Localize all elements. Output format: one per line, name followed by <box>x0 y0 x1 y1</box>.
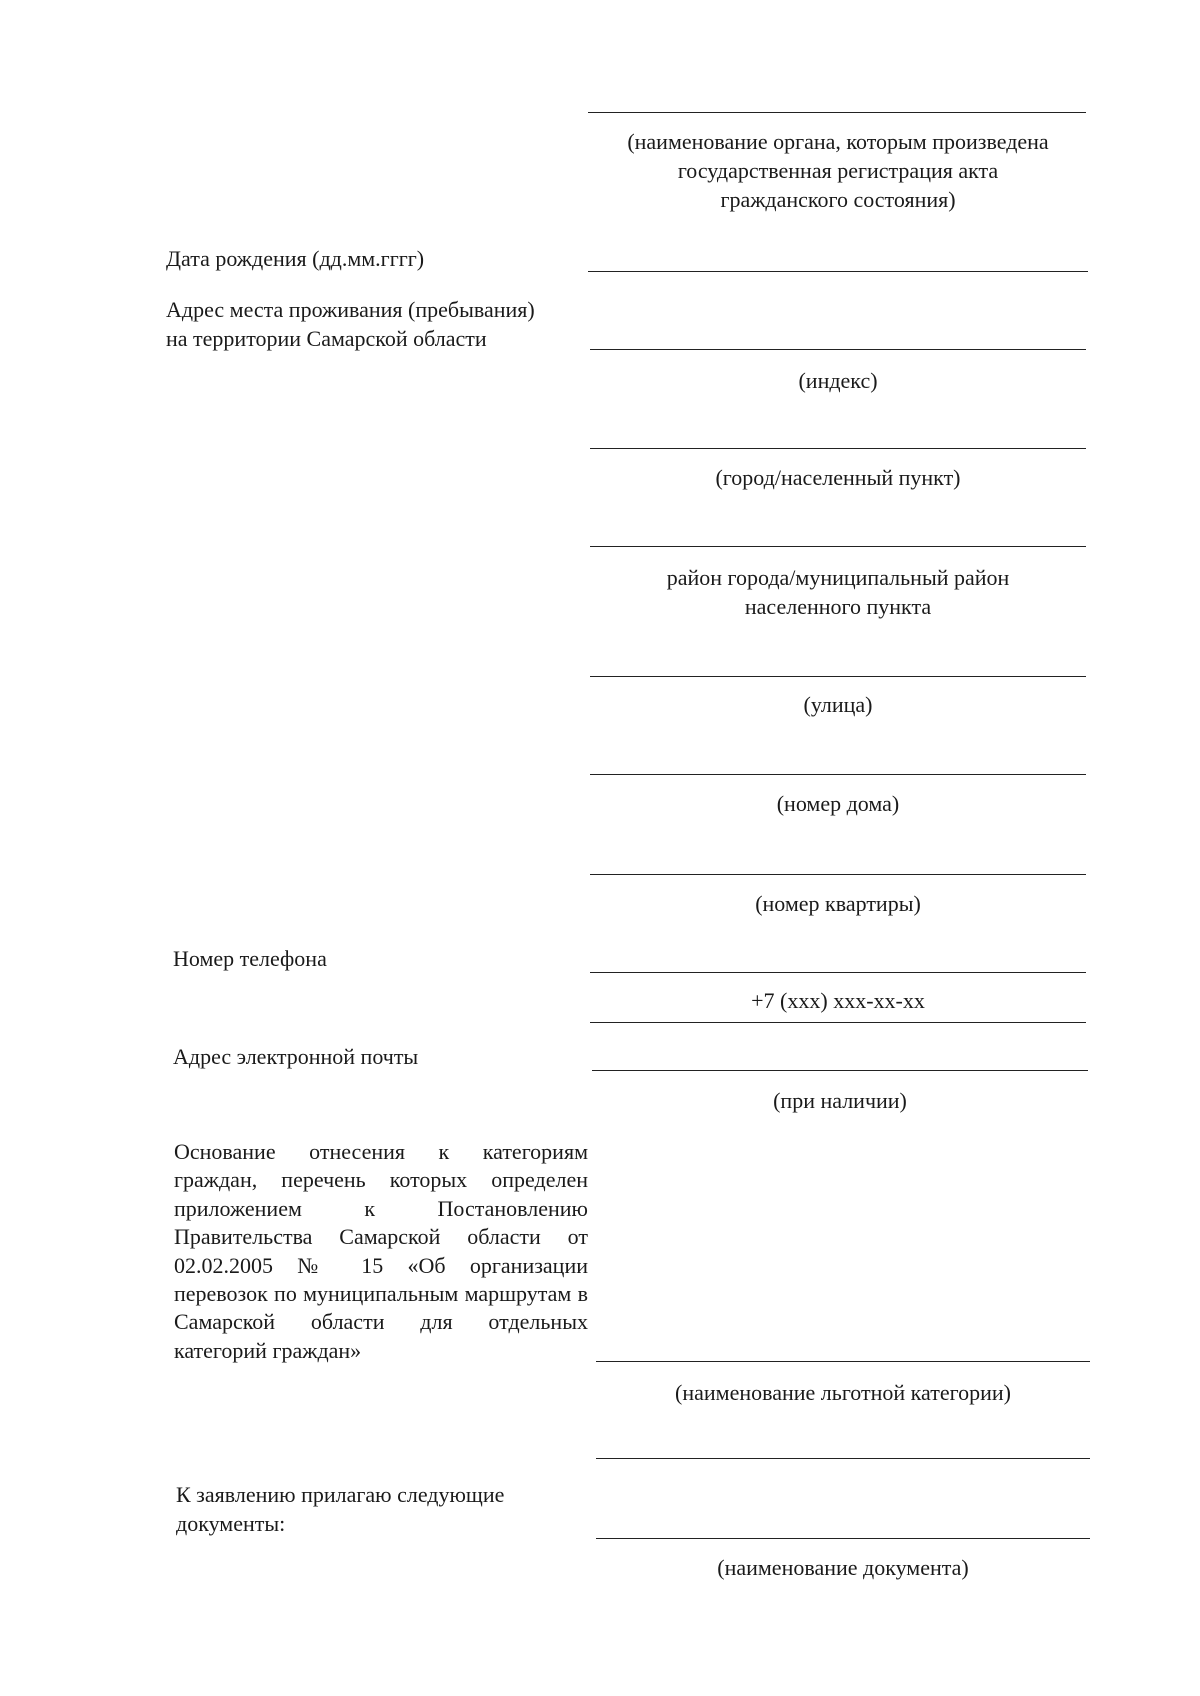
email-label: Адрес электронной почты <box>173 1044 419 1069</box>
street-line[interactable] <box>590 676 1086 677</box>
category-line[interactable] <box>596 1361 1090 1362</box>
phone-format-underline <box>590 1022 1086 1023</box>
apartment-line[interactable] <box>590 874 1086 875</box>
document-line[interactable] <box>596 1538 1090 1539</box>
birth-date-line[interactable] <box>588 271 1088 272</box>
basis-paragraph: Основание отнесения к категориям граждан, перечень которых определен приложением к Постановлению Правительства Самарской области от 02.02.2005 № 15 «Об организации перевозок по муниципальным маршрутам в Самарской области для отдельных категорий граждан» <box>174 1139 588 1363</box>
documents-label: К заявлению прилагаю следующие документы: <box>176 1482 505 1536</box>
phone-format-caption: +7 (ххх) ххх-хх-хх <box>751 988 925 1013</box>
address-label: Адрес места проживания (пребывания) на территории Самарской области <box>166 297 535 351</box>
apartment-caption: (номер квартиры) <box>755 891 921 916</box>
house-caption: (номер дома) <box>776 791 900 816</box>
email-line[interactable] <box>592 1070 1088 1071</box>
phone-line[interactable] <box>590 972 1086 973</box>
street-caption: (улица) <box>803 692 873 717</box>
registry-authority-line[interactable] <box>588 112 1086 113</box>
document-caption: (наименование документа) <box>717 1555 969 1580</box>
birth-date-label: Дата рождения (дд.мм.гггг) <box>166 246 425 271</box>
index-caption: (индекс) <box>798 368 878 393</box>
email-caption: (при наличии) <box>773 1088 907 1113</box>
registry-authority-caption: (наименование органа, которым произведена государственная регистрация акта гражданского состояния) <box>627 129 1049 212</box>
district-line[interactable] <box>590 546 1086 547</box>
phone-label: Номер телефона <box>173 946 327 971</box>
district-caption: район города/муниципальный район населенного пункта <box>666 565 1010 619</box>
category-caption: (наименование льготной категории) <box>675 1380 1011 1405</box>
city-line[interactable] <box>590 448 1086 449</box>
house-line[interactable] <box>590 774 1086 775</box>
category-extra-line[interactable] <box>596 1458 1090 1459</box>
index-line[interactable] <box>590 349 1086 350</box>
city-caption: (город/населенный пункт) <box>715 465 961 490</box>
